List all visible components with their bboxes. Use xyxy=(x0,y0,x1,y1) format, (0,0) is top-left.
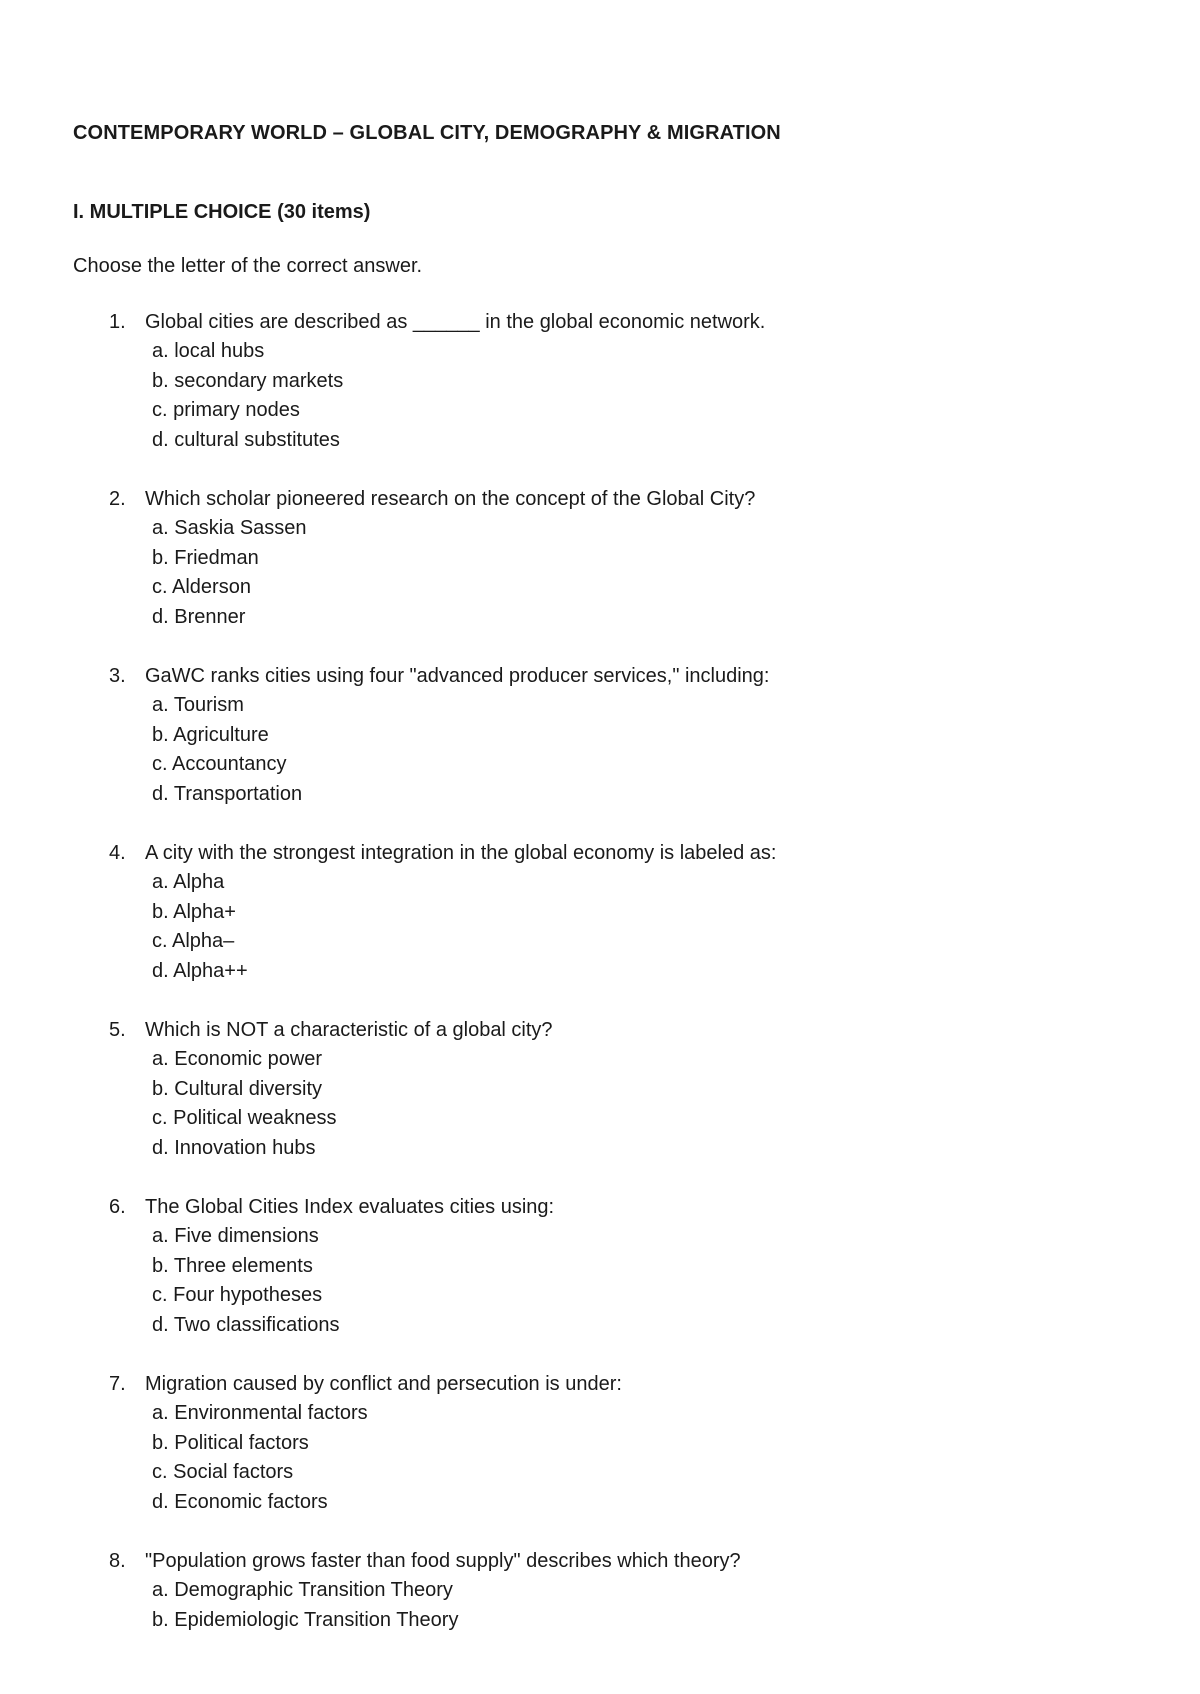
question-item xyxy=(73,485,1133,632)
answer-options xyxy=(73,1222,1133,1340)
question-line xyxy=(73,308,1133,337)
answer-option: a. Economic power xyxy=(152,1048,323,1070)
answer-option: b. Three elements xyxy=(152,1254,313,1277)
answer-options xyxy=(73,691,1133,809)
answer-option: b. Agriculture xyxy=(152,723,269,746)
answer-option: c. Accountancy xyxy=(152,753,287,775)
question-text: The Global Cities Index evaluates cities using: xyxy=(145,1196,555,1218)
answer-option: a. Alpha xyxy=(152,871,225,893)
answer-option: d. Economic factors xyxy=(152,1490,328,1513)
answer-option: a. Demographic Transition Theory xyxy=(152,1579,453,1601)
question-list xyxy=(73,308,1133,1665)
answer-option: b. Friedman xyxy=(152,546,259,569)
document-title: CONTEMPORARY WORLD – GLOBAL CITY, DEMOGRAPHY & MIGRATION xyxy=(73,122,781,144)
question-number: 1. xyxy=(109,311,126,333)
question-number: 5. xyxy=(109,1019,126,1041)
question-item xyxy=(73,662,1133,809)
answer-option: d. Innovation hubs xyxy=(152,1136,316,1159)
answer-option: c. Four hypotheses xyxy=(152,1284,323,1306)
answer-option: d. Brenner xyxy=(152,605,246,628)
question-text: Which scholar pioneered research on the concept of the Global City? xyxy=(145,488,756,510)
question-item xyxy=(73,1193,1133,1340)
section-heading: I. MULTIPLE CHOICE (30 items) xyxy=(73,201,371,223)
answer-option: a. Saskia Sassen xyxy=(152,517,307,539)
question-text: "Population grows faster than food supply" describes which theory? xyxy=(145,1550,741,1572)
answer-option: a. Five dimensions xyxy=(152,1225,319,1247)
question-line xyxy=(73,1193,1133,1222)
answer-option: d. cultural substitutes xyxy=(152,428,340,451)
question-line xyxy=(73,1016,1133,1045)
question-text: Which is NOT a characteristic of a global city? xyxy=(145,1019,553,1041)
answer-option: b. Political factors xyxy=(152,1431,309,1454)
answer-option: b. Epidemiologic Transition Theory xyxy=(152,1608,459,1631)
question-text: Migration caused by conflict and persecution is under: xyxy=(145,1373,622,1395)
answer-option: c. primary nodes xyxy=(152,399,300,421)
instructions-text: Choose the letter of the correct answer. xyxy=(73,255,423,277)
answer-option: a. Environmental factors xyxy=(152,1402,368,1424)
answer-option: d. Two classifications xyxy=(152,1313,340,1336)
question-number: 8. xyxy=(109,1550,126,1572)
question-line xyxy=(73,839,1133,868)
answer-options xyxy=(73,514,1133,632)
answer-option: d. Transportation xyxy=(152,782,303,805)
question-line xyxy=(73,485,1133,514)
question-text: A city with the strongest integration in the global economy is labeled as: xyxy=(145,842,777,864)
answer-option: c. Alpha– xyxy=(152,930,235,952)
answer-options xyxy=(73,1399,1133,1517)
question-text: Global cities are described as ______ in the global economic network. xyxy=(145,311,766,333)
answer-option: a. local hubs xyxy=(152,340,265,362)
answer-option: b. secondary markets xyxy=(152,369,344,392)
answer-option: a. Tourism xyxy=(152,694,244,716)
answer-options xyxy=(73,337,1133,455)
answer-option: c. Political weakness xyxy=(152,1107,337,1129)
question-line xyxy=(73,1370,1133,1399)
question-number: 6. xyxy=(109,1196,126,1218)
question-text: GaWC ranks cities using four "advanced producer services," including: xyxy=(145,665,770,687)
question-number: 3. xyxy=(109,665,126,687)
question-line xyxy=(73,1547,1133,1576)
answer-option: b. Alpha+ xyxy=(152,900,236,923)
answer-options xyxy=(73,1576,1133,1635)
answer-option: b. Cultural diversity xyxy=(152,1077,323,1100)
question-item xyxy=(73,1016,1133,1163)
question-number: 4. xyxy=(109,842,126,864)
answer-option: d. Alpha++ xyxy=(152,959,248,982)
answer-options xyxy=(73,1045,1133,1163)
answer-option: c. Alderson xyxy=(152,576,251,598)
question-line xyxy=(73,662,1133,691)
question-number: 7. xyxy=(109,1373,126,1395)
question-number: 2. xyxy=(109,488,126,510)
answer-options xyxy=(73,868,1133,986)
question-item xyxy=(73,308,1133,455)
question-item xyxy=(73,1547,1133,1635)
question-item xyxy=(73,1370,1133,1517)
question-item xyxy=(73,839,1133,986)
answer-option: c. Social factors xyxy=(152,1461,294,1483)
